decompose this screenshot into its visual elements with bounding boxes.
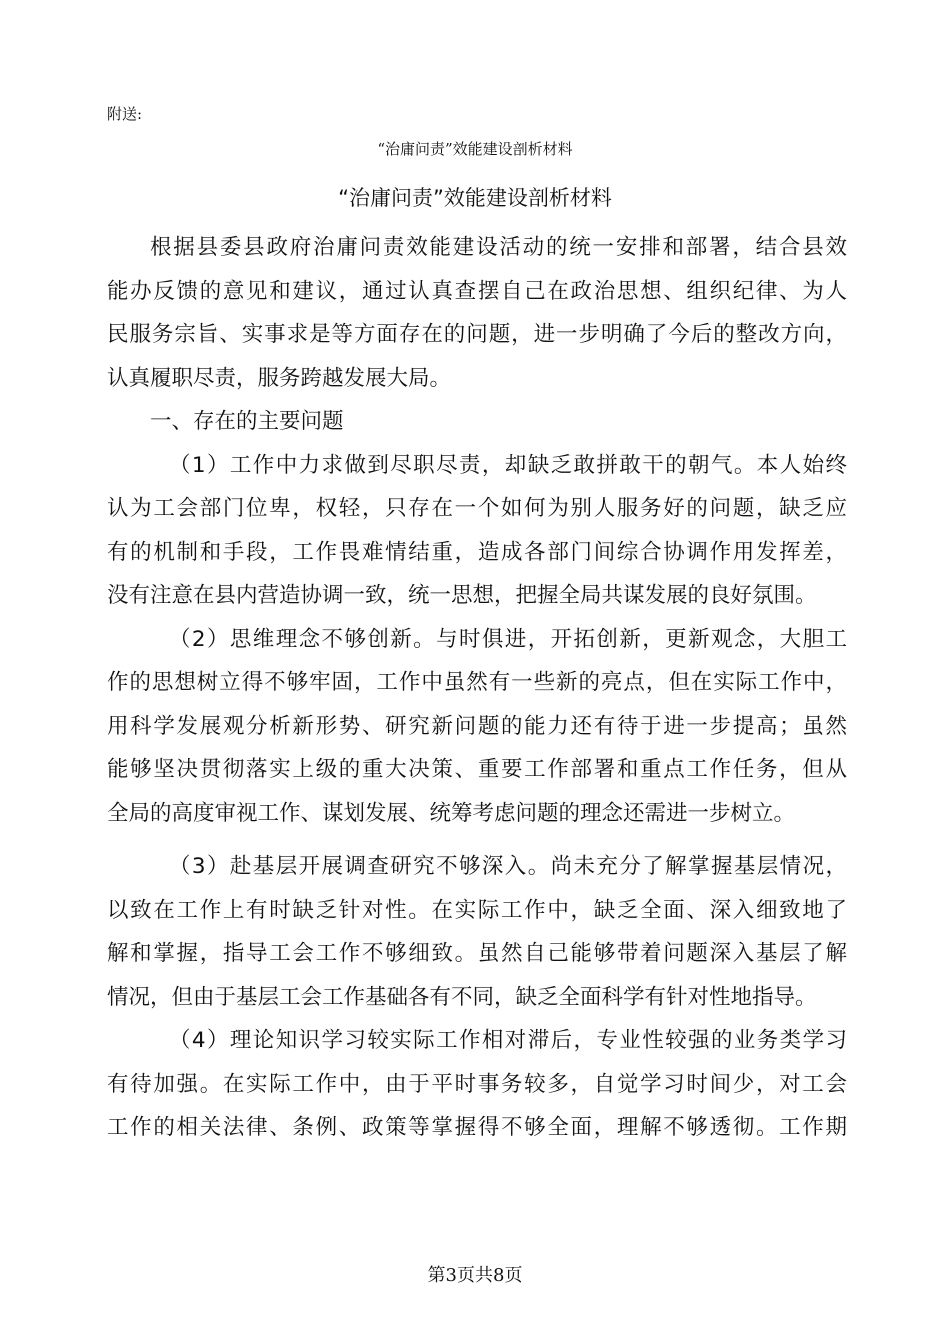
paragraph-line: 认真履职尽责，服务跨越发展大局。 [107, 365, 452, 391]
paragraph-line: 用科学发展观分析新形势、研究新问题的能力还有待于进一步提高；虽然 [107, 713, 847, 739]
paragraph-line: 全局的高度审视工作、谋划发展、统筹考虑问题的理念还需进一步树立。 [107, 800, 796, 826]
document-body [107, 226, 847, 1150]
section-heading: 一、存在的主要问题 [150, 409, 344, 434]
page-number: 第3页共8页 [427, 1265, 523, 1286]
document-subtitle: “治庸问责”效能建设剖析材料 [377, 140, 573, 158]
paragraph-line: （3）赴基层开展调查研究不够深入。尚未充分了解掌握基层情况， [169, 854, 847, 879]
paragraph-line: 根据县委县政府治庸问责效能建设活动的统一安排和部署，结合县效 [150, 235, 847, 260]
paragraph-line: 能够坚决贯彻落实上级的重大决策、重要工作部署和重点工作任务，但从 [107, 757, 847, 782]
paragraph-line: 没有注意在县内营造协调一致，统一思想，把握全局共谋发展的良好氛围。 [107, 583, 817, 608]
paragraph-line: （1）工作中力求做到尽职尽责，却缺乏敢拼敢干的朝气。本人始终 [169, 452, 847, 478]
paragraph-line: 解和掌握，指导工会工作不够细致。虽然自己能够带着问题深入基层了解 [107, 941, 847, 966]
paragraph-line: 工作的相关法律、条例、政策等掌握得不够全面，理解不够透彻。工作期 [107, 1115, 847, 1140]
paragraph-line: 认为工会部门位卑，权轻，只存在一个如何为别人服务好的问题，缺乏应 [107, 496, 847, 521]
paragraph-line: 作的思想树立得不够牢固，工作中虽然有一些新的亮点，但在实际工作中， [107, 670, 847, 695]
paragraph-line: 以致在工作上有时缺乏针对性。在实际工作中，缺乏全面、深入细致地了 [107, 897, 847, 923]
paragraph-line: 能办反馈的意见和建议，通过认真查摆自己在政治思想、组织纪律、为人 [107, 278, 847, 304]
attachment-label: 附送: [107, 105, 143, 123]
paragraph-line: （2）思维理念不够创新。与时俱进，开拓创新，更新观念，大胆工 [169, 626, 847, 652]
paragraph-line: 有的机制和手段，工作畏难情结重，造成各部门间综合协调作用发挥差， [107, 539, 847, 565]
paragraph-line: 民服务宗旨、实事求是等方面存在的问题，进一步明确了今后的整改方向， [107, 322, 847, 347]
document-title: “治庸问责”效能建设剖析材料 [338, 186, 612, 210]
paragraph-line: 有待加强。在实际工作中，由于平时事务较多，自觉学习时间少，对工会 [107, 1071, 847, 1097]
paragraph-line: 情况，但由于基层工会工作基础各有不同，缺乏全面科学有针对性地指导。 [107, 984, 817, 1010]
paragraph-line: （4）理论知识学习较实际工作相对滞后，专业性较强的业务类学习 [169, 1028, 847, 1053]
